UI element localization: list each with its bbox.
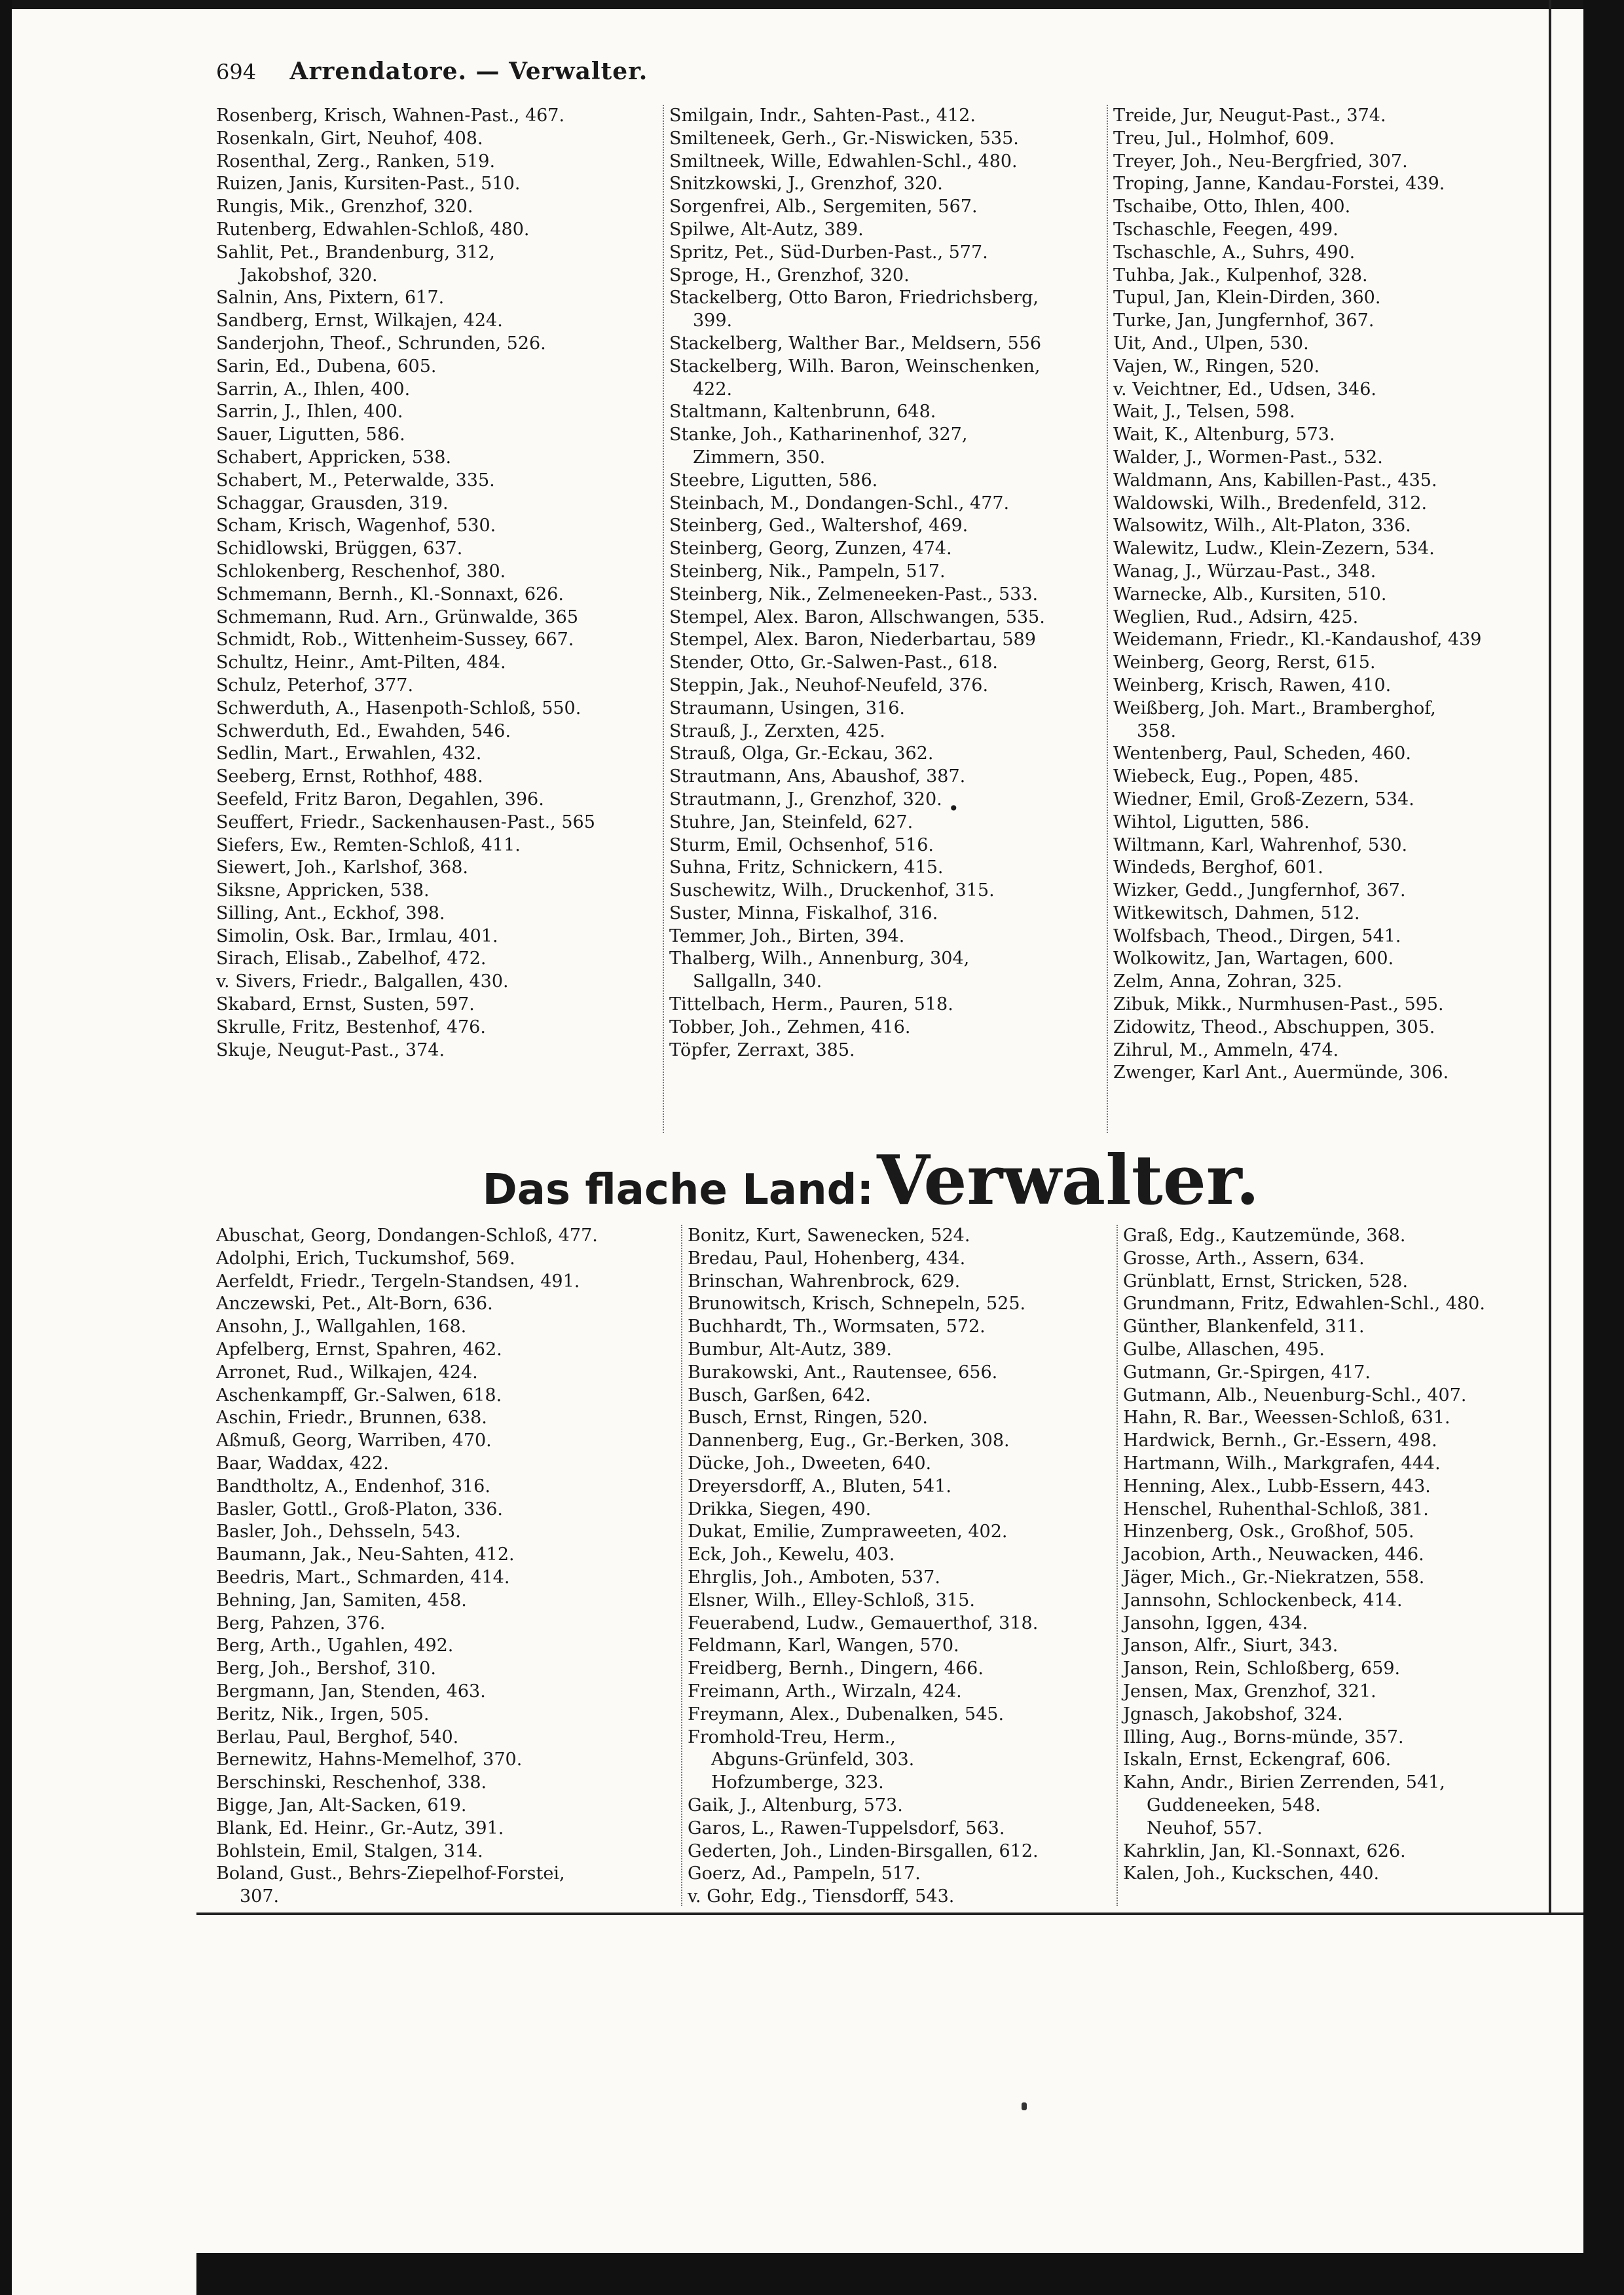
directory-entry: Siksne, Appricken, 538.: [216, 880, 430, 901]
directory-entry: Hinzenberg, Osk., Großhof, 505.: [1123, 1521, 1414, 1542]
directory-entry: Salnin, Ans, Pixtern, 617.: [216, 288, 445, 308]
directory-entry: Wolkowitz, Jan, Wartagen, 600.: [1113, 948, 1394, 969]
top-column-1: [216, 105, 648, 1133]
directory-entry: Sauer, Ligutten, 586.: [216, 424, 405, 445]
directory-entry: Boland, Gust., Behrs-Ziepelhof-Forstei,: [216, 1863, 565, 1884]
scan-border-top: [12, 0, 1583, 9]
directory-entry: Rosenthal, Zerg., Ranken, 519.: [216, 151, 496, 172]
directory-entry: Gutmann, Gr.-Spirgen, 417.: [1123, 1362, 1371, 1383]
page-bottom-rule: [196, 1912, 1583, 1915]
directory-entry: Grundmann, Fritz, Edwahlen-Schl., 480.: [1123, 1294, 1485, 1315]
directory-entry: Schaggar, Grausden, 319.: [216, 493, 449, 513]
directory-entry: Bohlstein, Emil, Stalgen, 314.: [216, 1840, 483, 1861]
directory-entry: Zimmern, 350.: [693, 447, 826, 468]
directory-entry: Jannsohn, Schlockenbeck, 414.: [1123, 1590, 1403, 1611]
directory-entry: Sproge, H., Grenzhof, 320.: [669, 265, 910, 286]
directory-entry: Waldmann, Ans, Kabillen-Past., 435.: [1113, 470, 1437, 491]
directory-entry: Zwenger, Karl Ant., Auermünde, 306.: [1113, 1062, 1449, 1083]
directory-entry: Grünblatt, Ernst, Stricken, 528.: [1123, 1271, 1409, 1292]
directory-entry: Bumbur, Alt-Autz, 389.: [688, 1339, 892, 1360]
ink-speck: •: [948, 798, 959, 819]
directory-entry: Sahlit, Pet., Brandenburg, 312,: [216, 242, 495, 263]
directory-entry: Weißberg, Joh. Mart., Bramberghof,: [1113, 698, 1436, 718]
directory-entry: Feuerabend, Ludw., Gemauerthof, 318.: [688, 1613, 1039, 1633]
section-heading-main: Verwalter.: [877, 1140, 1260, 1220]
directory-entry: Jansohn, Iggen, 434.: [1123, 1613, 1308, 1633]
directory-entry: v. Sivers, Friedr., Balgallen, 430.: [216, 971, 509, 992]
directory-entry: Skrulle, Fritz, Bestenhof, 476.: [216, 1017, 486, 1037]
directory-entry: Wiebeck, Eug., Popen, 485.: [1113, 766, 1359, 787]
directory-entry: Tschaschle, Feegen, 499.: [1113, 219, 1338, 240]
directory-entry: Aßmuß, Georg, Warriben, 470.: [216, 1430, 492, 1451]
directory-entry: Bandtholtz, A., Endenhof, 316.: [216, 1476, 490, 1497]
directory-entry: Steinberg, Nik., Pampeln, 517.: [669, 561, 946, 582]
directory-entry: Strauß, J., Zerxten, 425.: [669, 720, 885, 741]
directory-entry: Berg, Pahzen, 376.: [216, 1613, 386, 1633]
directory-entry: Burakowski, Ant., Rautensee, 656.: [688, 1362, 998, 1383]
directory-entry: Treide, Jur, Neugut-Past., 374.: [1113, 105, 1386, 126]
directory-entry: Freidberg, Bernh., Dingern, 466.: [688, 1658, 984, 1679]
directory-entry: Tschaibe, Otto, Ihlen, 400.: [1113, 196, 1351, 217]
directory-entry: Stempel, Alex. Baron, Niederbartau, 589: [669, 629, 1036, 650]
directory-entry: Graß, Edg., Kautzemünde, 368.: [1123, 1225, 1406, 1246]
directory-entry: Bredau, Paul, Hohenberg, 434.: [688, 1248, 966, 1269]
directory-entry: Sirach, Elisab., Zabelhof, 472.: [216, 948, 487, 969]
directory-entry: Aschenkampff, Gr.-Salwen, 618.: [216, 1385, 502, 1406]
directory-entry: Straumann, Usingen, 316.: [669, 698, 905, 718]
directory-entry: 399.: [693, 310, 733, 331]
directory-entry: Henschel, Ruhenthal-Schloß, 381.: [1123, 1499, 1429, 1520]
directory-entry: Strauß, Olga, Gr.-Eckau, 362.: [669, 743, 934, 764]
directory-entry: Seefeld, Fritz Baron, Degahlen, 396.: [216, 789, 544, 810]
directory-entry: 358.: [1137, 720, 1177, 741]
scan-border-right: [1583, 0, 1624, 2295]
directory-entry: Freimann, Arth., Wirzaln, 424.: [688, 1681, 962, 1702]
top-column-2: [663, 105, 1095, 1133]
directory-entry: Waldowski, Wilh., Bredenfeld, 312.: [1113, 493, 1428, 513]
directory-entry: Snitzkowski, J., Grenzhof, 320.: [669, 174, 943, 195]
directory-entry: Smilgain, Indr., Sahten-Past., 412.: [669, 105, 976, 126]
directory-entry: Berlau, Paul, Berghof, 540.: [216, 1726, 459, 1747]
directory-entry: 422.: [693, 379, 733, 400]
directory-entry: Wait, J., Telsen, 598.: [1113, 401, 1295, 422]
running-header: [216, 58, 1198, 97]
directory-entry: Gaik, J., Altenburg, 573.: [688, 1795, 903, 1816]
directory-entry: Wanag, J., Würzau-Past., 348.: [1113, 561, 1376, 582]
directory-entry: Turke, Jan, Jungfernhof, 367.: [1113, 310, 1375, 331]
directory-entry: Scham, Krisch, Wagenhof, 530.: [216, 515, 496, 536]
directory-entry: Gulbe, Allaschen, 495.: [1123, 1339, 1325, 1360]
directory-entry: Behning, Jan, Samiten, 458.: [216, 1590, 467, 1611]
directory-entry: Thalberg, Wilh., Annenburg, 304,: [669, 948, 970, 969]
directory-entry: Suster, Minna, Fiskalhof, 316.: [669, 903, 938, 924]
directory-entry: Tschaschle, A., Suhrs, 490.: [1113, 242, 1356, 263]
page-number: 694: [216, 60, 257, 84]
directory-entry: Jacobion, Arth., Neuwacken, 446.: [1123, 1544, 1424, 1565]
directory-entry: Vajen, W., Ringen, 520.: [1113, 356, 1320, 377]
directory-entry: Baumann, Jak., Neu-Sahten, 412.: [216, 1544, 515, 1565]
directory-entry: Seuffert, Friedr., Sackenhausen-Past., 565: [216, 812, 595, 832]
directory-entry: Günther, Blankenfeld, 311.: [1123, 1316, 1365, 1337]
directory-entry: Steppin, Jak., Neuhof-Neufeld, 376.: [669, 675, 989, 696]
directory-entry: Goerz, Ad., Pampeln, 517.: [688, 1863, 921, 1884]
directory-entry: Buchhardt, Th., Wormsaten, 572.: [688, 1316, 986, 1337]
bottom-column-3: [1116, 1225, 1552, 1906]
directory-entry: Zelm, Anna, Zohran, 325.: [1113, 971, 1342, 992]
directory-entry: Treu, Jul., Holmhof, 609.: [1113, 128, 1335, 149]
directory-entry: Aschin, Friedr., Brunnen, 638.: [216, 1408, 487, 1428]
directory-entry: Smilteneek, Gerh., Gr.-Niswicken, 535.: [669, 128, 1019, 149]
directory-entry: Hahn, R. Bar., Weessen-Schloß, 631.: [1123, 1408, 1450, 1428]
directory-entry: Jgnasch, Jakobshof, 324.: [1123, 1704, 1343, 1725]
directory-entry: Töpfer, Zerraxt, 385.: [669, 1039, 855, 1060]
directory-entry: Siewert, Joh., Karlshof, 368.: [216, 857, 468, 878]
directory-entry: Abuschat, Georg, Dondangen-Schloß, 477.: [216, 1225, 598, 1246]
directory-entry: Neuhof, 557.: [1147, 1818, 1263, 1838]
directory-entry: Kahn, Andr., Birien Zerrenden, 541,: [1123, 1772, 1445, 1793]
directory-entry: Janson, Alfr., Siurt, 343.: [1123, 1635, 1338, 1656]
directory-entry: Stempel, Alex. Baron, Allschwangen, 535.: [669, 606, 1045, 627]
directory-entry: Stackelberg, Walther Bar., Meldsern, 556: [669, 333, 1042, 354]
directory-entry: Schultz, Heinr., Amt-Pilten, 484.: [216, 652, 506, 673]
directory-entry: Hofzumberge, 323.: [711, 1772, 884, 1793]
directory-entry: Wentenberg, Paul, Scheden, 460.: [1113, 743, 1411, 764]
directory-entry: Schabert, Appricken, 538.: [216, 447, 452, 468]
directory-entry: Staltmann, Kaltenbrunn, 648.: [669, 401, 936, 422]
directory-entry: Schmemann, Rud. Arn., Grünwalde, 365: [216, 606, 578, 627]
directory-entry: Sallgalln, 340.: [693, 971, 822, 992]
directory-entry: Guddeneeken, 548.: [1147, 1795, 1321, 1816]
directory-entry: Stender, Otto, Gr.-Salwen-Past., 618.: [669, 652, 999, 673]
directory-entry: Skuje, Neugut-Past., 374.: [216, 1039, 445, 1060]
directory-entry: Berschinski, Reschenhof, 338.: [216, 1772, 487, 1793]
ink-mark: [1022, 2102, 1027, 2110]
directory-entry: Walder, J., Wormen-Past., 532.: [1113, 447, 1383, 468]
directory-entry: Wiedner, Emil, Groß-Zezern, 534.: [1113, 789, 1414, 810]
directory-entry: Simolin, Osk. Bar., Irmlau, 401.: [216, 925, 498, 946]
directory-entry: Busch, Garßen, 642.: [688, 1385, 872, 1406]
directory-entry: Hardwick, Bernh., Gr.-Essern, 498.: [1123, 1430, 1437, 1451]
directory-entry: Sarin, Ed., Dubena, 605.: [216, 356, 437, 377]
directory-entry: Smiltneek, Wille, Edwahlen-Schl., 480.: [669, 151, 1018, 172]
scan-border-left: [0, 0, 12, 2295]
directory-entry: Sarrin, J., Ihlen, 400.: [216, 401, 403, 422]
directory-entry: Beritz, Nik., Irgen, 505.: [216, 1704, 430, 1725]
directory-entry: Wizker, Gedd., Jungfernhof, 367.: [1113, 880, 1406, 901]
directory-entry: Zidowitz, Theod., Abschuppen, 305.: [1113, 1017, 1435, 1037]
directory-entry: Weinberg, Krisch, Rawen, 410.: [1113, 675, 1392, 696]
bottom-column-1: [216, 1225, 661, 1906]
directory-entry: Tuhba, Jak., Kulpenhof, 328.: [1113, 265, 1368, 286]
directory-entry: Blank, Ed. Heinr., Gr.-Autz, 391.: [216, 1818, 504, 1838]
directory-entry: Weidemann, Friedr., Kl.-Kandaushof, 439: [1113, 629, 1482, 650]
directory-entry: Steinberg, Nik., Zelmeneeken-Past., 533.: [669, 584, 1039, 605]
directory-entry: Berg, Arth., Ugahlen, 492.: [216, 1635, 454, 1656]
directory-entry: Rutenberg, Edwahlen-Schloß, 480.: [216, 219, 530, 240]
bottom-column-2: [681, 1225, 1113, 1906]
directory-entry: Zibuk, Mikk., Nurmhusen-Past., 595.: [1113, 994, 1444, 1015]
directory-entry: Janson, Rein, Schloßberg, 659.: [1123, 1658, 1401, 1679]
directory-entry: Walsowitz, Wilh., Alt-Platon, 336.: [1113, 515, 1411, 536]
directory-entry: Spritz, Pet., Süd-Durben-Past., 577.: [669, 242, 988, 263]
directory-entry: Steinbach, M., Dondangen-Schl., 477.: [669, 493, 1010, 513]
directory-entry: Sedlin, Mart., Erwahlen, 432.: [216, 743, 482, 764]
directory-entry: Bigge, Jan, Alt-Sacken, 619.: [216, 1795, 467, 1816]
directory-entry: Strautmann, J., Grenzhof, 320.: [669, 789, 942, 810]
directory-entry: Dannenberg, Eug., Gr.-Berken, 308.: [688, 1430, 1010, 1451]
directory-entry: Beedris, Mart., Schmarden, 414.: [216, 1567, 510, 1588]
directory-entry: Sturm, Emil, Ochsenhof, 516.: [669, 834, 934, 855]
directory-entry: Schulz, Peterhof, 377.: [216, 675, 414, 696]
directory-entry: Eck, Joh., Kewelu, 403.: [688, 1544, 895, 1565]
directory-entry: Uit, And., Ulpen, 530.: [1113, 333, 1309, 354]
directory-entry: v. Veichtner, Ed., Udsen, 346.: [1113, 379, 1376, 400]
directory-entry: Adolphi, Erich, Tuckumshof, 569.: [216, 1248, 515, 1269]
directory-entry: 307.: [240, 1886, 280, 1906]
directory-entry: Wiltmann, Karl, Wahrenhof, 530.: [1113, 834, 1408, 855]
directory-entry: Sarrin, A., Ihlen, 400.: [216, 379, 411, 400]
directory-entry: Abguns-Grünfeld, 303.: [711, 1749, 915, 1770]
directory-entry: Basler, Gottl., Groß-Platon, 336.: [216, 1499, 503, 1520]
directory-entry: Dücke, Joh., Dweeten, 640.: [688, 1453, 932, 1474]
section-heading: [216, 1140, 1526, 1218]
directory-entry: Iskaln, Ernst, Eckengraf, 606.: [1123, 1749, 1392, 1770]
scan-border-bottom: [196, 2253, 1624, 2295]
directory-entry: Dukat, Emilie, Zumpraweeten, 402.: [688, 1521, 1008, 1542]
directory-entry: Witkewitsch, Dahmen, 512.: [1113, 903, 1360, 924]
directory-entry: Busch, Ernst, Ringen, 520.: [688, 1408, 928, 1428]
directory-entry: Henning, Alex., Lubb-Essern, 443.: [1123, 1476, 1431, 1497]
directory-entry: Tobber, Joh., Zehmen, 416.: [669, 1017, 911, 1037]
directory-entry: Ruizen, Janis, Kursiten-Past., 510.: [216, 174, 521, 195]
directory-entry: Rungis, Mik., Grenzhof, 320.: [216, 196, 473, 217]
directory-entry: Wolfsbach, Theod., Dirgen, 541.: [1113, 925, 1401, 946]
directory-entry: Warnecke, Alb., Kursiten, 510.: [1113, 584, 1387, 605]
directory-entry: Stackelberg, Wilh. Baron, Weinschenken,: [669, 356, 1041, 377]
directory-entry: Freymann, Alex., Dubenalken, 545.: [688, 1704, 1005, 1725]
directory-entry: Bergmann, Jan, Stenden, 463.: [216, 1681, 486, 1702]
directory-entry: Jäger, Mich., Gr.-Niekratzen, 558.: [1123, 1567, 1425, 1588]
directory-entry: Steinberg, Georg, Zunzen, 474.: [669, 538, 952, 559]
directory-entry: Stanke, Joh., Katharinenhof, 327,: [669, 424, 968, 445]
top-column-3: [1107, 105, 1549, 1133]
directory-entry: Zihrul, M., Ammeln, 474.: [1113, 1039, 1339, 1060]
directory-entry: Spilwe, Alt-Autz, 389.: [669, 219, 864, 240]
directory-entry: Weglien, Rud., Adsirn, 425.: [1113, 606, 1359, 627]
directory-entry: Treyer, Joh., Neu-Bergfried, 307.: [1113, 151, 1408, 172]
directory-entry: Schwerduth, A., Hasenpoth-Schloß, 550.: [216, 698, 581, 718]
directory-entry: Schidlowski, Brüggen, 637.: [216, 538, 463, 559]
directory-entry: Ansohn, J., Wallgahlen, 168.: [216, 1316, 467, 1337]
directory-entry: Seeberg, Ernst, Rothhof, 488.: [216, 766, 483, 787]
directory-entry: Bonitz, Kurt, Sawenecken, 524.: [688, 1225, 970, 1246]
directory-entry: Steebre, Ligutten, 586.: [669, 470, 878, 491]
directory-entry: Stuhre, Jan, Steinfeld, 627.: [669, 812, 913, 832]
directory-entry: Kahrklin, Jan, Kl.-Sonnaxt, 626.: [1123, 1840, 1406, 1861]
directory-entry: Wihtol, Ligutten, 586.: [1113, 812, 1310, 832]
directory-entry: Schlokenberg, Reschenhof, 380.: [216, 561, 506, 582]
directory-entry: Garos, L., Rawen-Tuppelsdorf, 563.: [688, 1818, 1005, 1838]
directory-entry: Walewitz, Ludw., Klein-Zezern, 534.: [1113, 538, 1435, 559]
directory-entry: Silling, Ant., Eckhof, 398.: [216, 903, 445, 924]
section-heading-prefix: Das flache Land:: [482, 1166, 874, 1214]
directory-entry: Feldmann, Karl, Wangen, 570.: [688, 1635, 959, 1656]
directory-entry: Windeds, Berghof, 601.: [1113, 857, 1323, 878]
directory-entry: Elsner, Wilh., Elley-Schloß, 315.: [688, 1590, 975, 1611]
directory-entry: Wait, K., Altenburg, 573.: [1113, 424, 1335, 445]
directory-entry: Jakobshof, 320.: [240, 265, 378, 286]
directory-entry: Schmidt, Rob., Wittenheim-Sussey, 667.: [216, 629, 574, 650]
directory-entry: Troping, Janne, Kandau-Forstei, 439.: [1113, 174, 1445, 195]
directory-entry: Brinschan, Wahrenbrock, 629.: [688, 1271, 961, 1292]
directory-entry: Basler, Joh., Dehsseln, 543.: [216, 1521, 461, 1542]
directory-entry: Anczewski, Pet., Alt-Born, 636.: [216, 1294, 493, 1315]
directory-entry: Skabard, Ernst, Susten, 597.: [216, 994, 475, 1015]
directory-entry: Jensen, Max, Grenzhof, 321.: [1123, 1681, 1376, 1702]
directory-entry: Berg, Joh., Bershof, 310.: [216, 1658, 436, 1679]
directory-entry: Strautmann, Ans, Abaushof, 387.: [669, 766, 966, 787]
directory-entry: Drikka, Siegen, 490.: [688, 1499, 872, 1520]
directory-entry: Stackelberg, Otto Baron, Friedrichsberg,: [669, 288, 1039, 308]
directory-entry: Ehrglis, Joh., Amboten, 537.: [688, 1567, 940, 1588]
directory-entry: Grosse, Arth., Assern, 634.: [1123, 1248, 1365, 1269]
directory-entry: Kalen, Joh., Kuckschen, 440.: [1123, 1863, 1380, 1884]
running-title: Arrendatore. — Verwalter.: [289, 58, 648, 85]
directory-entry: Aerfeldt, Friedr., Tergeln-Standsen, 491.: [216, 1271, 580, 1292]
directory-entry: Apfelberg, Ernst, Spahren, 462.: [216, 1339, 502, 1360]
directory-entry: Gutmann, Alb., Neuenburg-Schl., 407.: [1123, 1385, 1467, 1406]
directory-entry: Sanderjohn, Theof., Schrunden, 526.: [216, 333, 546, 354]
directory-entry: Siefers, Ew., Remten-Schloß, 411.: [216, 834, 521, 855]
directory-entry: Suhna, Fritz, Schnickern, 415.: [669, 857, 944, 878]
directory-entry: Baar, Waddax, 422.: [216, 1453, 389, 1474]
directory-entry: Dreyersdorff, A., Bluten, 541.: [688, 1476, 951, 1497]
directory-entry: Tupul, Jan, Klein-Dirden, 360.: [1113, 288, 1381, 308]
directory-entry: Brunowitsch, Krisch, Schnepeln, 525.: [688, 1294, 1026, 1315]
directory-entry: Rosenkaln, Girt, Neuhof, 408.: [216, 128, 483, 149]
directory-entry: Fromhold-Treu, Herm.,: [688, 1726, 896, 1747]
directory-entry: Schmemann, Bernh., Kl.-Sonnaxt, 626.: [216, 584, 564, 605]
directory-entry: Gederten, Joh., Linden-Birsgallen, 612.: [688, 1840, 1039, 1861]
directory-entry: Suschewitz, Wilh., Druckenhof, 315.: [669, 880, 995, 901]
directory-entry: Schabert, M., Peterwalde, 335.: [216, 470, 495, 491]
directory-entry: Schwerduth, Ed., Ewahden, 546.: [216, 720, 511, 741]
directory-entry: Sandberg, Ernst, Wilkajen, 424.: [216, 310, 503, 331]
directory-entry: Sorgenfrei, Alb., Sergemiten, 567.: [669, 196, 978, 217]
directory-entry: Illing, Aug., Borns-münde, 357.: [1123, 1726, 1404, 1747]
directory-entry: Tittelbach, Herm., Pauren, 518.: [669, 994, 953, 1015]
directory-entry: Bernewitz, Hahns-Memelhof, 370.: [216, 1749, 523, 1770]
directory-entry: Temmer, Joh., Birten, 394.: [669, 925, 905, 946]
directory-entry: Steinberg, Ged., Waltershof, 469.: [669, 515, 969, 536]
directory-entry: v. Gohr, Edg., Tiensdorff, 543.: [688, 1886, 955, 1906]
directory-entry: Arronet, Rud., Wilkajen, 424.: [216, 1362, 478, 1383]
directory-entry: Weinberg, Georg, Rerst, 615.: [1113, 652, 1376, 673]
directory-entry: Hartmann, Wilh., Markgrafen, 444.: [1123, 1453, 1441, 1474]
directory-entry: Rosenberg, Krisch, Wahnen-Past., 467.: [216, 105, 565, 126]
